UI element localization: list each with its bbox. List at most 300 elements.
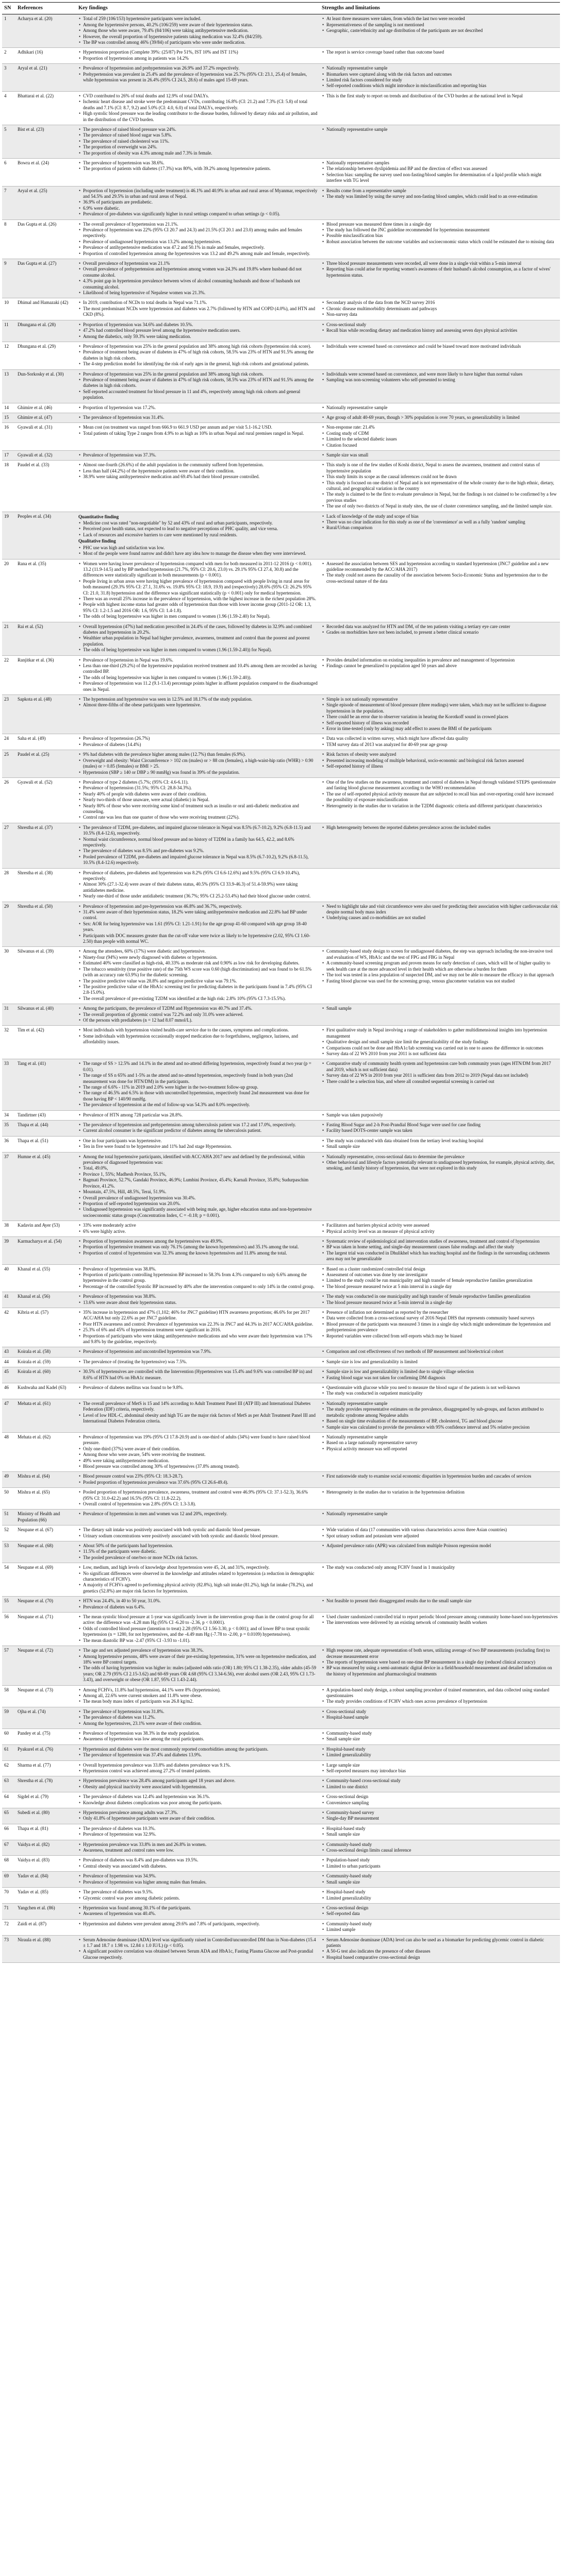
bullet-item: • Biomarkers were captured along with the risk factors and outcomes [322,72,558,77]
bullet-list [322,1778,558,1790]
bullet-item: • Women were having lower prevalence of hypertension compared with men for both measured in 2011-12 2016 (p < 0.001). 13.2 (11.9-14.5) and by BP method hypertension (21.7%, 95% CI: 20.6, 23.0) vs. 29.1% 95% CI 27.4, 30.8) and the differences were statistically significant in both measurements (p < 0.001). [78,561,318,579]
cell-strengths-limitations [320,158,560,186]
cell-sn: 26 [2,777,15,823]
bullet-item: • The study has followed the JNC guideline recommended for hypertension measurement [322,227,558,233]
bullet-item: • The reports of hypertension were based on one-time BP measurement in a single day (reduced clinical accuracy) [322,1659,558,1665]
bullet-item: • Possible misclassification bias [322,233,558,239]
bullet-item: • Community-based cross-sectional study [322,1778,558,1784]
bullet-item: • Prevalence of hypertension was 37.3%. [78,452,318,458]
bullet-item: • The study was limited by using the survey and non-fasting blood samples, which could lead to an over-estimation [322,194,558,199]
cell-sn: 60 [2,1728,15,1744]
cell-reference: Thapa et al. (44) [15,1121,76,1137]
bullet-item: • Bagmati Province, 52.7%, Gandaki Province, 46.9%; Lumbini Province, 45.4%; Karnali Province, 35.8%; Sudurpaschim Province, 41.2%. [78,1177,318,1189]
cell-key-findings [76,1744,320,1760]
cell-sn: 2 [2,48,15,64]
bullet-item: • Proportion of hypertension was 34.6% and diabetes 10.5%. [78,322,318,328]
bullet-list [78,1223,318,1234]
bullet-item: • Prevalence of hypertension was higher among males than females. [78,1879,318,1885]
cell-key-findings [76,622,320,655]
bullet-item: • Heterogeneity in the studies due to variation in the T2DM diagnostic criteria and different participant characteristics [322,803,558,809]
cell-sn: 67 [2,1840,15,1856]
cell-key-findings [76,298,320,320]
bullet-list [78,1937,318,1961]
cell-strengths-limitations [320,1541,560,1563]
bullet-item: • Sample size was small [322,452,558,458]
cell-key-findings [76,1510,320,1526]
bullet-item: • The overall prevalence of pre-existing T2DM was identified at the high risk: 2.8% 10% (95% CI 7.3-15.5%). [78,996,318,1002]
bullet-item: • Sample size is low and generalizability is limited [322,1359,558,1365]
bullet-item: • Nationally representative sample [322,65,558,71]
cell-sn: 62 [2,1760,15,1776]
table-row [2,512,560,559]
bullet-item: • Current alcohol consumer is the significant predictor of diabetes among the tuberculosis patient. [78,1128,318,1133]
header-row [2,3,560,14]
bullet-item: • The dietary salt intake was positively associated with both systolic and diastolic blood pressure. [78,1527,318,1533]
bullet-item: • The overall prevalence of MetS is 15 and 14% according to Adult Treatment Panel III (ATP III) and International Diabetes Federation (IDF) criteria, respectively. [78,1401,318,1413]
bullet-item: • Underlying causes and co-morbidities are not studied [322,915,558,921]
cell-reference: Sapkota et al. (48) [15,695,76,734]
bullet-item: • Prevalence of hypertension in Nepal was 19.6%. [78,657,318,663]
cell-key-findings [76,1919,320,1935]
table-row [2,868,560,902]
cell-key-findings [76,403,320,413]
bullet-item: • Single-day BP measurement [322,1816,558,1821]
bullet-item: • Among those who were aware, 79.4% (84/106) were taking antihypertensive medication. [78,28,318,33]
cell-strengths-limitations [320,559,560,622]
cell-reference: Dhungana et al. (28) [15,320,76,342]
bullet-item: • Proportion of controlled hypertension among the hypertensives was 13.2 and 49.2% among male and female, respectively. [78,251,318,257]
bullet-list [322,1349,558,1354]
bullet-item: • 9% had diabetes with the prevalence higher among males (12.7%) than females (6.9%). [78,752,318,757]
bullet-list [78,462,318,480]
table-row [2,823,560,868]
bullet-item: • Hypertension prevalence among adults was 27.3%. [78,1810,318,1816]
bullet-item: • The interventions were delivered by an existing network of community health workers [322,1620,558,1625]
bullet-item: • The overall prevalence of hypertension was 21.1%. [78,222,318,227]
bullet-item: • Among the total hypertensive participants, identified with ACC/AHA 2017 new and defined by the professional, within prevalence of diagnosed hypertension was: [78,1154,318,1166]
bullet-item: • Small sample size [322,1879,558,1885]
cell-sn: 27 [2,823,15,868]
bullet-item: • PHC use was high and satisfaction was low. [78,545,318,551]
cell-key-findings [76,1840,320,1856]
bullet-item: • Hospital-based study [322,1889,558,1895]
bullet-item: • Self-reported data [322,1911,558,1917]
cell-sn: 19 [2,512,15,559]
table-row [2,403,560,413]
bullet-item: • In 2019, contribution of NCDs to total deaths in Nepal was 71.1%. [78,300,318,306]
bullet-list [322,1154,558,1172]
bullet-item: • The mean diastolic BP was -2.47 (95% CI -3.93 to -1.01). [78,1638,318,1643]
bullet-item: • The most predominant NCDs were hypertension and diabetes was 2.7% (followed by HTN and COPD (4.0%), and HTN and CKD (8%). [78,306,318,318]
table-row [2,298,560,320]
bullet-item: • Based on a large nationally representative survey [322,1440,558,1446]
cell-sn: 20 [2,559,15,622]
cell-sn: 54 [2,1563,15,1597]
bullet-item: • The blood pressure measured twice at 5 min interval in a single day [322,1284,558,1290]
bullet-list [322,1598,558,1604]
bullet-item: • Among those who were aware, 54% were receiving the treatment. [78,1452,318,1458]
bullet-item: • Chronic disease multimorbidity determinants and pathways [322,306,558,312]
bullet-item: • Self-reported conditions which might introduce in misclassification and reporting bias [322,83,558,89]
bullet-item: • Secondary analysis of the data from the NCD survey 2016 [322,300,558,306]
cell-sn: 55 [2,1597,15,1613]
cell-strengths-limitations [320,1264,560,1292]
table-row [2,1399,560,1432]
table-row [2,947,560,1004]
bullet-list [322,1294,558,1306]
cell-sn: 59 [2,1707,15,1728]
bullet-list [78,1762,318,1774]
bullet-list [78,127,318,156]
bullet-list [78,1473,318,1485]
bullet-item: • Overall prevalence of prehypertension and hypertension among women was 24.3% and 19.8% where husband did not consume alcohol. [78,266,318,278]
bullet-item: • Costing study of CDM [322,431,558,436]
cell-key-findings [76,1808,320,1824]
cell-key-findings [76,1526,320,1541]
cell-reference: Mehata et al. (61) [15,1399,76,1432]
bullet-item: • Blood pressure was measured three times in a single day [322,222,558,227]
bullet-item: • CVD contributed to 26% of total deaths and 12.9% of total DALYs. [78,93,318,99]
bullet-item: • 33% were moderately active [78,1223,318,1228]
bullet-item: • Data were collected from a cross-sectional survey of 2016 Nepal DHS that represents community based surveys [322,1315,558,1321]
bullet-item: • The prevalence of diabetes was 10.3%. [78,1826,318,1832]
bullet-item: • Findings cannot be generalized to population aged 50 years and above [322,663,558,669]
bullet-item: • Prevalence of antihypertensive medication was 47.2 and 50.1% in male and females, respectively. [78,245,318,250]
bullet-item: • Prevalence of hypertension was 22% (95% CI 20.7 and 24.3) and 21.5% (CI 20.1 and 23.0) among males and females respectively. [78,227,318,239]
bullet-item: • Some individuals with hypertension occasionally stopped medication due to forgetfulness, negligence, laziness, and affordability issues. [78,1033,318,1045]
bullet-item: • Ischemic heart disease and stroke were the predominant CVDs, contributing 16.8% (CI: 21.2) and 7.3% (CI: 5.8) of total deaths and 7.1% (CI: 8.7, 9.2) and 5.0% (CI: 4.0, 6.0) of total DALYs, respectively. [78,99,318,111]
bullet-item: • Prevalence of hypertension and pre-hypertension was 46.8% and 36.7%, respectively. [78,904,318,909]
bullet-item: • Recorded data was analyzed for HTN and DM, of the ten patients visiting a tertiary eye care center [322,624,558,630]
bullet-item: • Community-based study [322,1842,558,1848]
bullet-item: • Proportion of self-reported hypertension was 20.0%. [78,1201,318,1207]
bullet-item: • Level of low HDL-C, abdominal obesity and high TG are the major risk factors of MetS as per Adult Treatment Panel III and International Diabetes Federation criteria. [78,1413,318,1425]
table-row [2,1760,560,1776]
cell-key-findings [76,1472,320,1488]
bullet-list [78,1027,318,1045]
cell-sn: 10 [2,298,15,320]
cell-strengths-limitations [320,734,560,750]
bullet-item: • 6% were highly active. [78,1229,318,1234]
cell-strengths-limitations [320,655,560,694]
cell-key-findings [76,320,320,342]
cell-reference: Silwanus et al. (39) [15,947,76,1004]
cell-key-findings [76,1872,320,1888]
cell-strengths-limitations [320,14,560,48]
cell-reference: Ministry of Health and Population (66) [15,1510,76,1526]
cell-reference: Sharma et al. (77) [15,1760,76,1776]
bullet-list [78,1778,318,1790]
evidence-table [2,2,560,1963]
bullet-item: • Geographic, caste/ethnicity and age distribution of the participants are not described [322,28,558,33]
bullet-item: • Hypertension prevalence was 33.8% in men and 26.8% in women. [78,1842,318,1848]
bullet-list [78,1138,318,1150]
bullet-list [78,1826,318,1838]
cell-key-findings [76,559,320,622]
cell-key-findings [76,186,320,219]
bullet-item: • Error in time-tested (only by asking) may add effect to assess the BMI of the participants [322,726,558,732]
bullet-item: • Participants with DOC measures greater than the cut-off value were twice as likely to be hypertensive (2.02, 95% CI 1.60-2.50) than people with normal WC. [78,933,318,945]
bullet-item: • Nearly 80% of those who were receiving some kind of treatment such as insulin or oral anti-diabetic medication and counseling. [78,803,318,815]
bullet-item: • Prevalence of hypertension was 25% in the general population and 38% among high risk cohorts (hypertension risk score). [78,344,318,349]
bullet-item: • Limited to urban participants [322,1863,558,1869]
table-row [2,559,560,622]
cell-reference: Rai et al. (52) [15,622,76,655]
bullet-item: • 47.2% had controlled blood pressure level among the hypertensive medication users. [78,328,318,333]
bullet-item: • Overall hypertension prevalence was 33.8% and diabetes prevalence was 9.1%. [78,1762,318,1768]
bullet-item: • The prevalence of hypertension was 38.6%. [78,160,318,166]
cell-key-findings [76,1292,320,1308]
bullet-item: • Simple is not nationally representative [322,697,558,702]
bullet-list [78,561,318,620]
bullet-item: • The prevalence of raised blood sugar was 5.8%. [78,132,318,138]
bullet-item: • Hypertension and diabetes were prevalent among 29.6% and 7.8% of participants, respectively. [78,1921,318,1927]
bullet-item: • The odds of being hypertensive was higher in men compared to women (1.96 (1.59-2.40) for Nepal). [78,614,318,619]
bullet-item: • There could be an error due to observer variation in hearing the Korotkoff sound in crowed places [322,714,558,720]
bullet-item: • The largest trial was conducted in Dhulikhel which has teaching hospital and the findings in the surrounding catchments area may not be generalizable [322,1250,558,1262]
bullet-item: • Prevalence of treatment being aware of diabetes in 47% of high risk cohorts, 58.5% was 23% of HTN and 91.5% among the diabetes in high risk cohorts. [78,377,318,389]
bullet-item: • Prevalence of hypertension was 11.2 (9.1-13.4) percentage points higher in affluent population compared to the disadvantaged ones in Nepal. [78,681,318,692]
bullet-item: • Hospital-based sample [322,1715,558,1720]
cell-strengths-limitations [320,1136,560,1152]
cell-strengths-limitations [320,48,560,64]
bullet-item: • Prevalence of hypertension (26.7%) [78,736,318,741]
cell-reference: Yangchen et al. (86) [15,1903,76,1919]
bullet-item: • No significant differences were observed in the knowledge and attitudes related to hypertension (a reduction in demographic characteristics of FCHV). [78,1571,318,1583]
bullet-item: • Community-based survey [322,1810,558,1816]
table-row [2,1744,560,1760]
cell-key-findings [76,342,320,369]
cell-sn: 71 [2,1903,15,1919]
table-row [2,91,560,125]
cell-sn: 36 [2,1136,15,1152]
cell-key-findings [76,750,320,778]
cell-reference: Pyakurel et al. (76) [15,1744,76,1760]
cell-reference: Neupane et al. (72) [15,1646,76,1685]
table-row [2,750,560,778]
bullet-list [78,779,318,821]
cell-key-findings [76,413,320,422]
bullet-list [78,1648,318,1683]
cell-key-findings [76,1383,320,1399]
bullet-item: • Medicine cost was rated "non-negotiable" by 52 and 43% of rural and urban participants, respectively. [78,520,318,526]
cell-reference: Aryal et al. (21) [15,64,76,92]
cell-strengths-limitations [320,1472,560,1488]
table-row [2,1728,560,1744]
bullet-item: • Overall prevalence of hypertension was 21.1% [78,261,318,266]
bullet-list [322,697,558,732]
cell-strengths-limitations [320,423,560,451]
bullet-item: • The BP was controlled among 46% (39/84) of participants who were under medication. [78,40,318,45]
bullet-list [78,1614,318,1643]
cell-strengths-limitations [320,1685,560,1707]
cell-sn: 70 [2,1888,15,1904]
bullet-item: • Presence of inflation not determined as reported by the researcher [322,1310,558,1315]
cell-reference: Das Gupta et al. (27) [15,259,76,298]
cell-key-findings [76,777,320,823]
bullet-item: • BP was measured by using a semi-automatic digital device in a field/household measurement and detailed information on the history of hypertension and pharmacological treatments [322,1665,558,1677]
bullet-list [78,1687,318,1705]
cell-sn: 56 [2,1613,15,1646]
cell-reference: Ghimire et al. (46) [15,403,76,413]
bullet-item: • Prevalence of diabetes, pre-diabetes and hypertension was 8.2% (95% CI 6.6-12.6%) and 9.5% (95% CI 6.9-10.4%), respectively. [78,870,318,882]
table-row [2,902,560,947]
bullet-item: • The odds of being hypertensive was higher in men compared to women (1.96 (1.59-2.40)). [78,675,318,681]
bullet-list [322,1473,558,1479]
cell-reference: Paudel et al. (25) [15,750,76,778]
bullet-item: • Less than half (44.2%) of the hypertensive patients were aware of their condition. [78,468,318,474]
bullet-list [78,1921,318,1927]
cell-reference: Tandirtner (43) [15,1110,76,1120]
bullet-item: • Proportions of participants who were taking antihypertensive medications and who were aware their hypertension was 17% and 9.8% by the guideline, respectively. [78,1333,318,1345]
bullet-list [322,1006,558,1011]
bullet-list [78,415,318,420]
cell-key-findings [76,259,320,298]
bullet-item: • There was an overall 25% increase in the prevalence of hypertension, with the highest increase in the richest population 28%. [78,596,318,602]
bullet-list [78,405,318,411]
bullet-list [322,49,558,55]
bullet-item: • Hypertension (SBP ≥ 140 or DBP ≥ 90 mmHg) was found in 39% of the population. [78,770,318,775]
bullet-list [322,1359,558,1365]
table-row [2,186,560,219]
table-row [2,1472,560,1488]
cell-strengths-limitations [320,1563,560,1597]
cell-sn: 37 [2,1152,15,1221]
cell-reference: Thapa et al. (51) [15,1136,76,1152]
bullet-list [78,1794,318,1806]
cell-key-findings [76,1707,320,1728]
cell-sn: 17 [2,451,15,461]
bullet-item: • Reporting bias could arise for reporting women's awareness of their husband's alcohol consumption, as a factor of wives' hypertension status. [322,266,558,278]
table-row [2,1541,560,1563]
table-row [2,1236,560,1264]
cell-key-findings [76,369,320,403]
bullet-item: • Cross-sectional study [322,1709,558,1715]
cell-sn: 72 [2,1919,15,1935]
cell-key-findings [76,158,320,186]
bullet-item: • Provides detailed information on existing inequalities in prevalence and management of hypertension [322,657,558,663]
bullet-item: • Most of the people were found narrow and didn't have any idea how to manage the disease when they were interviewed. [78,551,318,556]
bullet-list [78,1154,318,1218]
bullet-item: • Nearly two-thirds of those unaware, were actual (diabetic) in Nepal. [78,797,318,803]
bullet-item: • 30.5% of hypertensives are controlled with the Intervention (Hypertensives was 15.4% and 9.6% was controlled BP in) and 8.6% of HTN had 0% on HbA1c measure. [78,1369,318,1381]
table-row [2,1383,560,1399]
bullet-item: • This study limits its scope as the causal inferences could not be drawn [322,474,558,480]
cell-strengths-limitations [320,1872,560,1888]
bullet-item: • 36.9% of participants are prediabetic. [78,199,318,205]
cell-strengths-limitations [320,1935,560,1963]
cell-strengths-limitations [320,512,560,559]
cell-key-findings [76,1541,320,1563]
bullet-item: • Blood pressure of the participants was measured 3 times in a single day which might underestimate the hypertension and prehypertension prevalence [322,1321,558,1333]
cell-key-findings [76,1432,320,1471]
bullet-item: • This is the first study to report on trends and distribution of the CVD burden at the national level in Nepal [322,93,558,99]
cell-key-findings [76,1236,320,1264]
bullet-item: • Glycemic control was poor among diabetic patients. [78,1895,318,1901]
bullet-item: • High response rate, adequate representation of both sexes, utilizing average of two BP measurements (excluding first) to decrease measurement error [322,1648,558,1659]
table-row [2,1935,560,1963]
bullet-list [322,1543,558,1549]
bullet-item: • The prevalence of raised cholesterol was 11%. [78,139,318,144]
bullet-item: • Overall prevalence of undiagnosed hypertension was 30.4%. [78,1195,318,1201]
cell-strengths-limitations [320,1856,560,1872]
bullet-list [78,49,318,61]
bullet-item: • Limited generalizability [322,1752,558,1758]
bullet-list [78,520,318,538]
bullet-list [322,514,558,531]
cell-sn: 3 [2,64,15,92]
table-row [2,695,560,734]
bullet-item: • 6.9% were diabetic. [78,206,318,211]
cell-key-findings [76,14,320,48]
bullet-item: • The mean body mass index of participants was 26.8 kg/m2. [78,1699,318,1704]
bullet-item: • Obesity and physical inactivity were associated with hypertension. [78,1784,318,1790]
table-row [2,1824,560,1840]
bullet-item: • The proportion of patients with diabetes (17.3%) was 80%, with 39.2% among hypertensive patients. [78,166,318,172]
cell-key-findings [76,655,320,694]
bullet-item: • The prevalence of raised blood pressure was 24%. [78,127,318,132]
bullet-list [78,452,318,458]
bullet-item: • Of the persons with prediabetes (n = 12 had 8.07 mmol/L). [78,1018,318,1023]
bullet-list [322,657,558,669]
bullet-list [322,1826,558,1838]
table-row [2,1856,560,1872]
table-row [2,369,560,403]
bullet-list [78,300,318,317]
cell-key-findings [76,1935,320,1963]
cell-reference: Bowra et al. (24) [15,158,76,186]
bullet-item: • 35% increase in hypertension and 47% (1,102; 46% for JNC7 guideline) HTN awareness proportions; 46.6% for per 2017 ACC/AHA but only 22.6% as per JNC7 guideline. [78,1310,318,1321]
bullet-item: • Awareness of hypertension was low among the rural participants. [78,1736,318,1742]
bullet-list [78,1434,318,1469]
bullet-item: • TEM survey data of 2013 was analyzed for 40-69 year age group [322,742,558,748]
cell-reference: Rana et al. (35) [15,559,76,622]
bullet-item: • Sample size was calculated to provide the prevalence with 95% confidence interval and 5% relative precision [322,1425,558,1430]
bullet-item: • Overall control of hypertension was 2.8% (95% CI: 1.3-3.8). [78,1501,318,1507]
table-row [2,413,560,422]
bullet-list [322,1873,558,1885]
bullet-item: • Prevalence of diabetes was 6.4%. [78,1604,318,1610]
header-key-findings: Key findings [76,3,320,14]
cell-reference: Neupane et al. (70) [15,1597,76,1613]
bullet-item: • Community-based study [322,1731,558,1736]
table-row [2,1110,560,1120]
cell-strengths-limitations [320,750,560,778]
cell-sn: 66 [2,1824,15,1840]
bullet-item: • Physical activity level was an measure of physical activity [322,1229,558,1234]
cell-reference: Tang et al. (41) [15,1059,76,1110]
cell-strengths-limitations [320,1808,560,1824]
bullet-item: • The prevalence of diabetes was 8.5% and pre-diabetes was 9.2%. [78,848,318,854]
subheading-qualitative: Qualitative finding [78,538,116,544]
bullet-item: • 11.5% of the participants were diabetic. [78,1549,318,1554]
bullet-list [322,1889,558,1901]
cell-key-findings [76,902,320,947]
bullet-list [322,425,558,448]
cell-strengths-limitations [320,461,560,512]
bullet-item: • A 50-G test also indicates the presence of other diseases [322,1948,558,1954]
bullet-item: • Robust association between the outcome variables and socioeconomic status which could be estimated due to missing data [322,239,558,245]
bullet-item: • Self-reported history of illness was recorded [322,720,558,726]
bullet-item: • Knowledge about diabetes complications was poor among the participants. [78,1800,318,1806]
bullet-item: • Prevalence of hypertension was 25% in the general population and 38% among high risk cohorts. [78,371,318,377]
bullet-item: • Sample size is low and generalizability is limited due to single village selection [322,1369,558,1375]
bullet-item: • People with highest income status had greater odds of hypertension than those with lower income group (2011-12 OR: 1.3, 95% CI: 1.2-1.5 and 2016 OR: 1.6, 95% CI: 1.4-1.8). [78,602,318,614]
bullet-item: • Hypertension prevalence was 28.4% among participants aged 18 years and above. [78,1778,318,1784]
bullet-item: • Hypertension proportion (Complete 39%: (25/87) Pre 51%, IST 10% and IST 11%) [78,49,318,55]
cell-key-findings [76,1646,320,1685]
cell-reference: Mishra et al. (65) [15,1488,76,1510]
